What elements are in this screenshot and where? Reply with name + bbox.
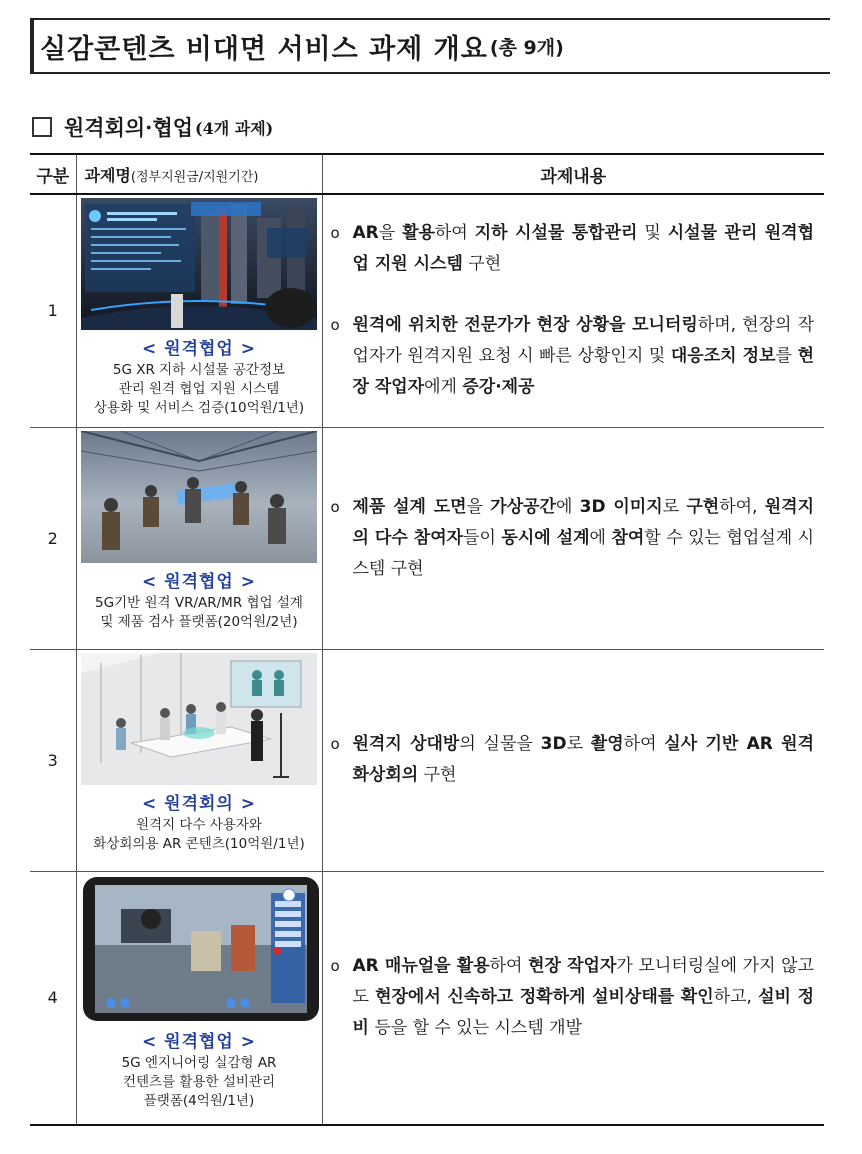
- section-header: [32, 112, 273, 142]
- bold-run: 촬영: [590, 734, 624, 754]
- project-description-line: 화상회의용 AR 콘텐츠(10억원/1년): [93, 835, 305, 852]
- project-description: [81, 816, 318, 854]
- bold-run: AR 매뉴얼을 활용: [352, 956, 490, 977]
- project-type-label: < 원격협업 >: [141, 339, 256, 359]
- table-header-row: [30, 154, 824, 194]
- bullet-marker: o: [330, 316, 340, 335]
- content-bullet: [331, 951, 815, 1044]
- project-image-vr-collaboration: [81, 431, 317, 563]
- content-bullet: [331, 218, 815, 280]
- project-description-line: 5G기반 원격 VR/AR/MR 협업 설계: [95, 594, 303, 611]
- project-type-label: < 원격회의 >: [141, 793, 256, 814]
- text-run: 로: [662, 496, 687, 517]
- bold-run: 설비 정비: [352, 987, 814, 1039]
- bold-run: 대응조치 정보: [670, 346, 776, 367]
- project-description: [81, 1054, 318, 1111]
- text-run: 의 실물을: [459, 734, 541, 754]
- content-bullet: [331, 729, 815, 791]
- project-content-cell: [322, 649, 824, 871]
- table-row: [30, 649, 824, 871]
- bold-run: 활용: [402, 223, 435, 244]
- project-description-line: 5G XR 지하 시설물 공간정보: [112, 362, 286, 378]
- header-project-content: 과제내용: [322, 154, 824, 194]
- content-bullets: [331, 729, 815, 791]
- bold-run: 시설물 관리 원격협업 지원 시스템: [352, 223, 815, 275]
- text-run: 에: [589, 527, 612, 548]
- content-bullet: [331, 492, 815, 585]
- bullet-gap: [331, 286, 815, 304]
- text-run: 로: [566, 734, 591, 754]
- bold-run: AR: [352, 223, 379, 244]
- project-description: [81, 361, 318, 418]
- project-cell: [76, 194, 322, 427]
- project-description-line: 관리 원격 협업 지원 시스템: [118, 381, 280, 397]
- project-type-label: < 원격협업 >: [141, 1031, 256, 1052]
- row-number: 4: [30, 871, 76, 1125]
- bullet-text: [353, 310, 815, 403]
- document-title-count: (총 9개): [489, 36, 564, 59]
- bold-run: 현장 작업자: [352, 346, 814, 398]
- project-image-ar-equipment: [81, 875, 321, 1023]
- project-cell: [76, 427, 322, 649]
- bullet-marker: o: [330, 957, 340, 976]
- bold-run: 현장에서 신속하고 정확하게 설비상태를 확인: [375, 987, 714, 1008]
- project-content-cell: [322, 194, 824, 427]
- text-run: 하여,: [719, 496, 765, 517]
- row-number: 1: [30, 194, 76, 427]
- project-description-line: 5G 엔지니어링 실감형 AR: [121, 1054, 277, 1071]
- text-run: 구현: [418, 765, 457, 785]
- header-project-name-paren: (정부지원금/지원기간): [130, 169, 259, 185]
- text-run: 하고,: [713, 987, 759, 1008]
- section-count: (4개 과제): [195, 118, 274, 138]
- checkbox-icon: [32, 117, 52, 137]
- text-run: 가 모니터링실에 가지 않고도: [352, 956, 815, 1008]
- document-title-box: [30, 18, 830, 74]
- bullet-text: [353, 218, 815, 280]
- project-type-label: < 원격협업 >: [141, 571, 256, 592]
- content-bullets: [331, 492, 815, 585]
- bold-run: 가상공간: [490, 496, 556, 517]
- bold-run: 3D 이미지: [579, 496, 663, 517]
- content-bullets: [331, 951, 815, 1044]
- bold-run: 증강·제공: [462, 377, 535, 398]
- text-run: 에: [555, 496, 580, 517]
- bold-run: 지하 시설물 통합관리: [474, 223, 638, 244]
- project-description-line: 상용화 및 서비스 검증(10억원/1년): [93, 400, 305, 416]
- project-cell: [76, 649, 322, 871]
- text-run: 을: [378, 223, 403, 244]
- project-image-xr-underground: [81, 198, 317, 330]
- bold-run: 현장 작업자: [528, 956, 617, 977]
- bold-run: 제품 설계 도면: [352, 496, 467, 517]
- bold-run: 원격지의 다수 참여자: [352, 496, 814, 548]
- project-content-cell: [322, 871, 824, 1125]
- text-run: 를: [775, 346, 798, 367]
- header-project-name-label: 과제명: [84, 165, 131, 185]
- text-run: 을: [466, 496, 491, 517]
- table-row: [30, 871, 824, 1125]
- header-project-name: [76, 154, 322, 194]
- bold-run: 구현: [686, 496, 720, 517]
- text-run: 하여: [489, 956, 529, 977]
- bullet-marker: o: [330, 497, 340, 516]
- bullet-text: [353, 951, 815, 1044]
- content-bullet: [331, 310, 815, 403]
- text-run: 에게: [424, 377, 463, 398]
- row-number: 3: [30, 649, 76, 871]
- projects-table: [30, 153, 824, 1126]
- project-cell: [76, 871, 322, 1125]
- bullet-marker: o: [330, 735, 340, 753]
- text-run: 구현: [462, 254, 502, 275]
- bullet-text: [353, 492, 815, 585]
- bold-run: 동시에 설계: [501, 527, 590, 548]
- text-run: 들이: [463, 527, 502, 548]
- bullet-text: [353, 729, 815, 791]
- project-description-line: 플랫폼(4억원/1년): [143, 1092, 255, 1109]
- text-run: 할 수 있는 협업설계 시스템 구현: [352, 527, 815, 579]
- bold-run: 원격에 위치한 전문가가 현장 상황을 모니터링: [352, 315, 698, 336]
- project-image-ar-meeting: [81, 653, 317, 785]
- bold-run: 실사 기반 AR 원격 화상회의: [352, 734, 814, 785]
- project-description-line: 및 제품 검사 플랫폼(20억원/2년): [100, 613, 298, 630]
- content-bullets: [331, 218, 815, 403]
- project-description-line: 원격지 다수 사용자와: [136, 816, 262, 833]
- text-run: 등을 할 수 있는 시스템 개발: [368, 1018, 583, 1039]
- row-number: 2: [30, 427, 76, 649]
- bold-run: 3D: [540, 734, 567, 754]
- text-run: 하며, 현장의 작업자가 원격지원 요청 시 빠른 상황인지 및: [352, 315, 814, 367]
- text-run: 하여: [434, 223, 475, 244]
- table-row: [30, 194, 824, 427]
- section-title: 원격회의·협업: [64, 115, 194, 140]
- bold-run: 원격지 상대방: [352, 734, 460, 754]
- text-run: 및: [637, 223, 668, 244]
- bold-run: 참여: [611, 527, 645, 548]
- header-category: 구분: [30, 154, 76, 194]
- project-description-line: 컨텐츠를 활용한 설비관리: [122, 1073, 276, 1090]
- bullet-marker: o: [330, 224, 340, 243]
- text-run: 하여: [623, 734, 665, 754]
- project-content-cell: [322, 427, 824, 649]
- project-description: [81, 594, 318, 632]
- table-row: [30, 427, 824, 649]
- document-title: 실감콘텐츠 비대면 서비스 과제 개요: [40, 33, 488, 65]
